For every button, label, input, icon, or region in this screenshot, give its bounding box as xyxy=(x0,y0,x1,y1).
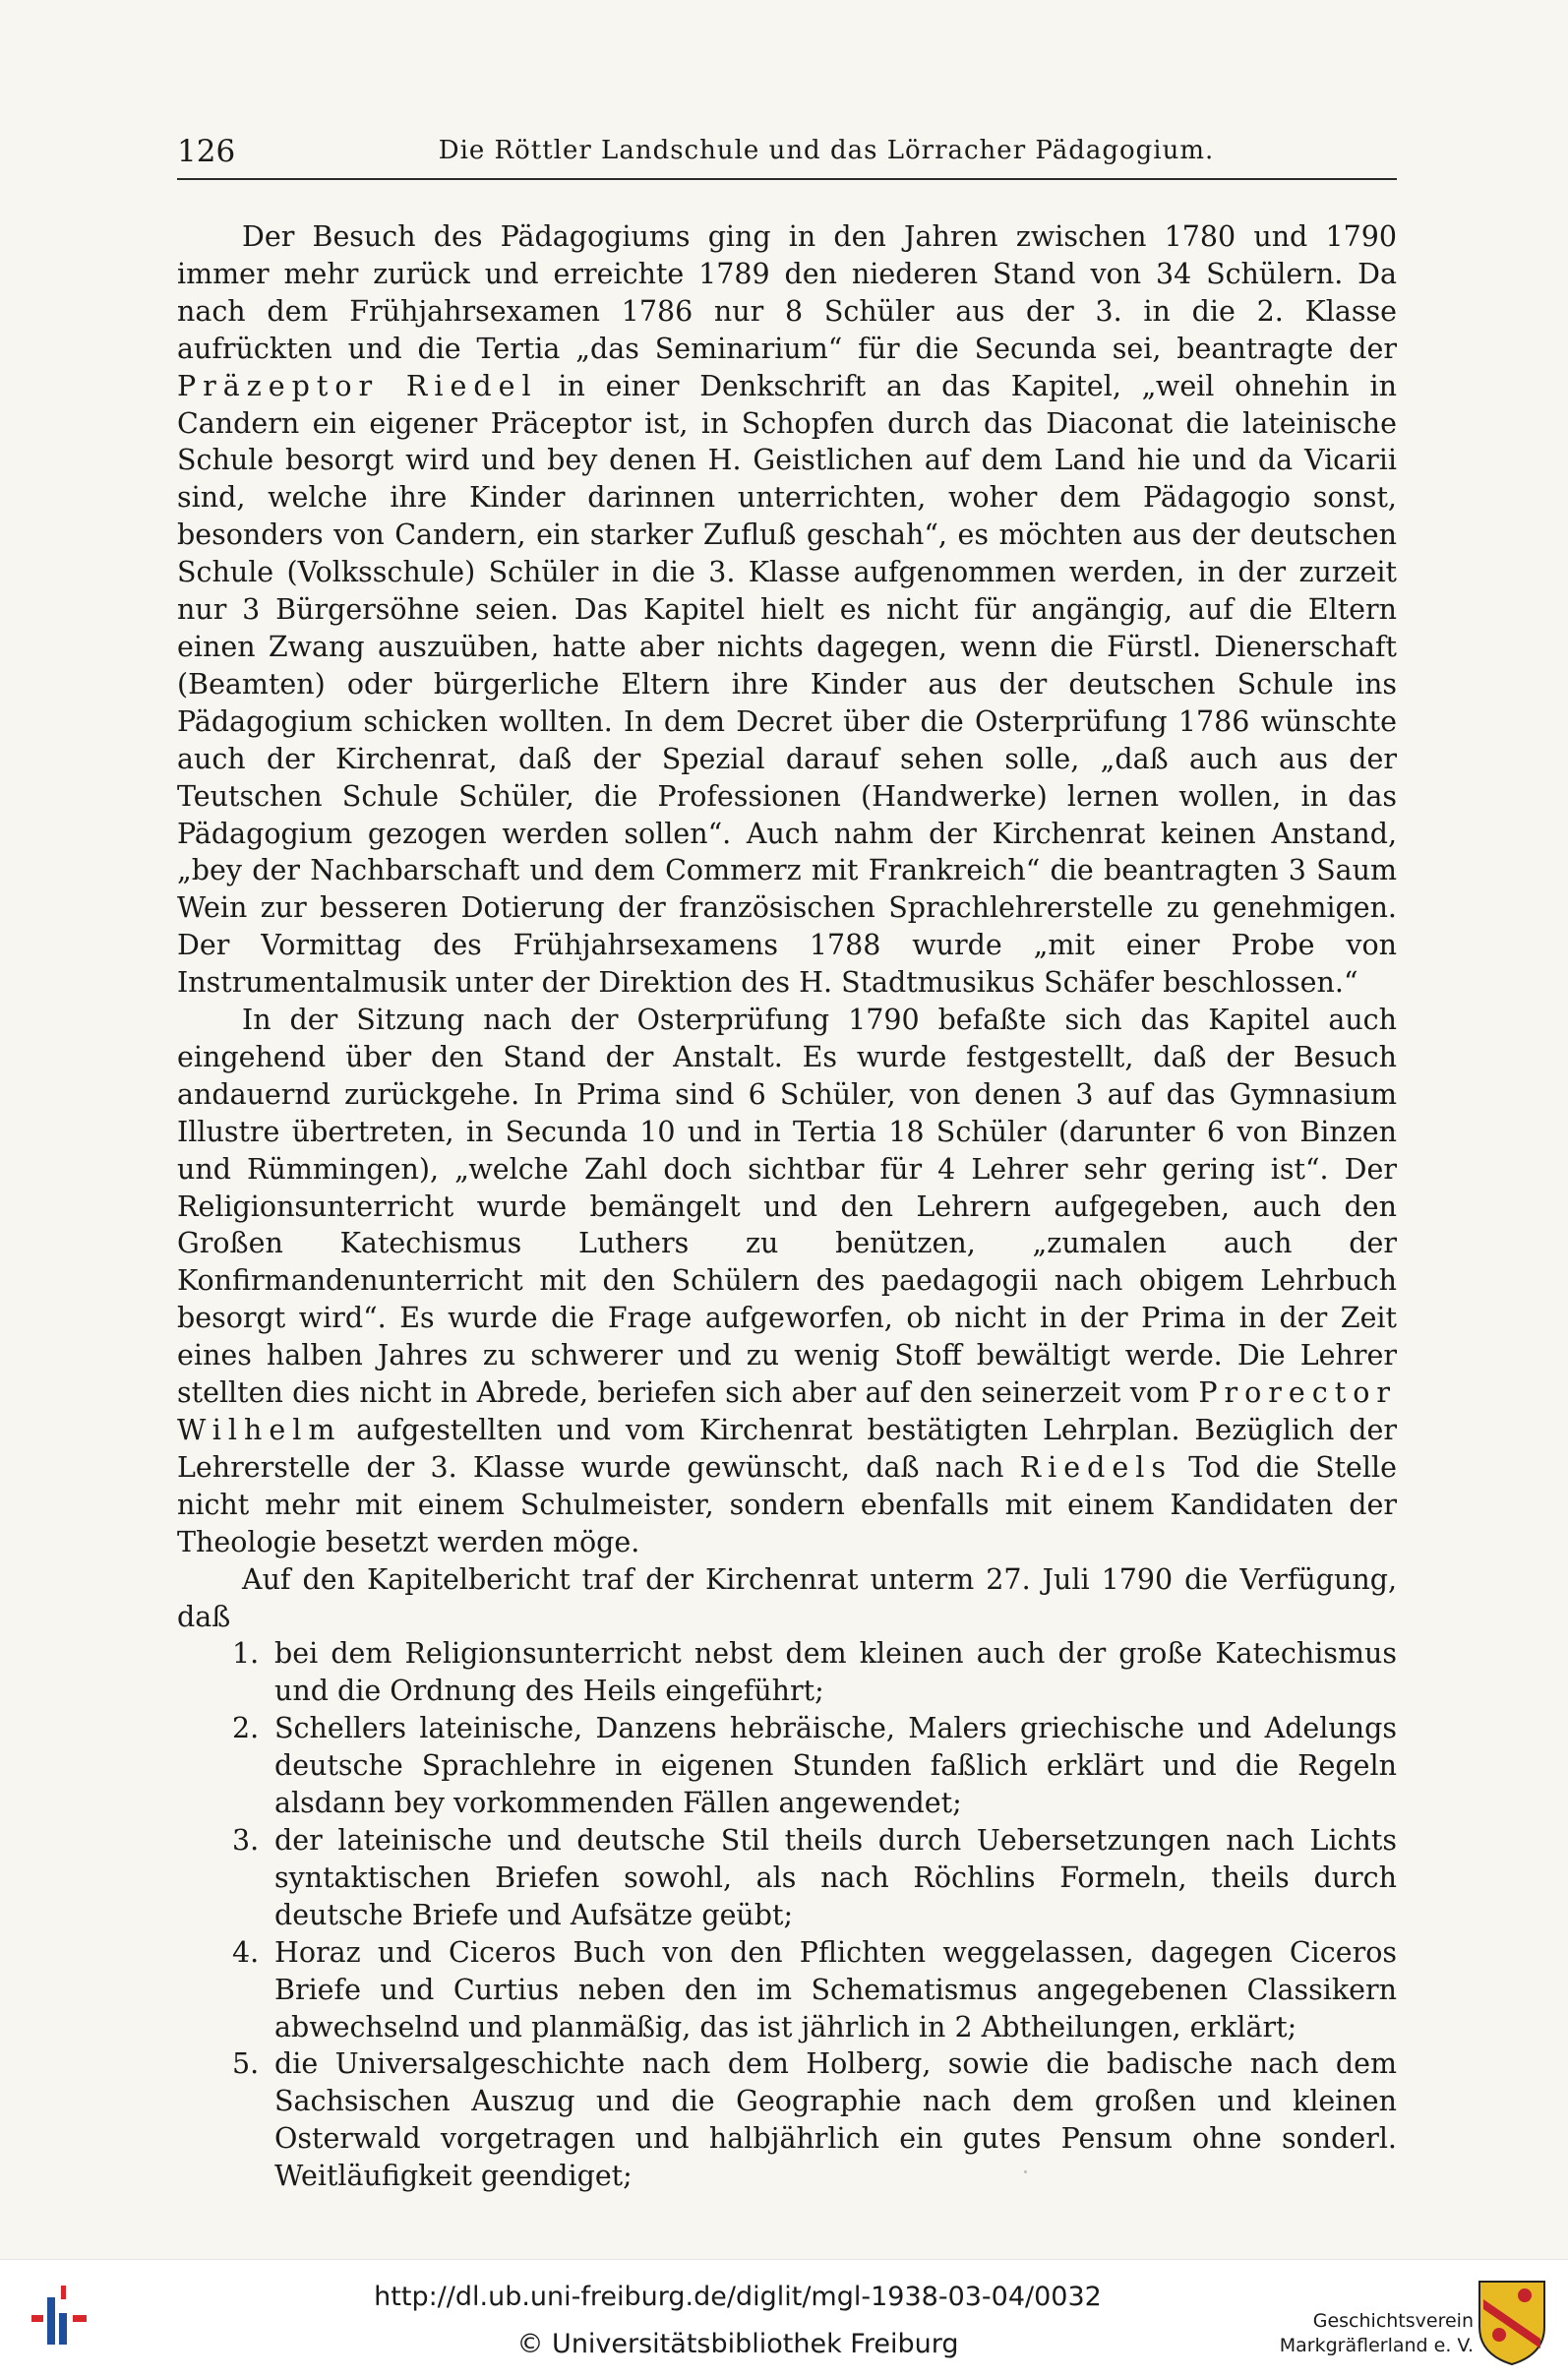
paragraph-2-text-b: aufgestellten und vom Kirchenrat bestätigten Lehrplan. Bezüglich der Lehrerstelle der 3. Klasse wurde gewünscht, daß nach xyxy=(177,1414,1397,1484)
society-line-1: Geschichtsverein xyxy=(1312,2310,1474,2332)
list-text: die Universalgeschichte nach dem Holberg, sowie die badische nach dem Sachsischen Auszug und die Geographie nach dem großen und kleinen Osterwald vorgetragen und halbjährlich ein gutes Pensum ohne sonderl. Weitläufigkeit geendiget; xyxy=(274,2047,1397,2193)
society-name xyxy=(1257,2309,1474,2358)
person-name-riedel: Präzeptor Riedel xyxy=(177,369,538,402)
list-item xyxy=(177,2045,1397,2195)
person-name-wilhelm: Prorector Wilhelm xyxy=(177,1376,1397,1446)
list-text: bei dem Religionsunterricht nebst dem kleinen auch der große Katechismus und die Ordnung des Heils eingeführt; xyxy=(274,1637,1397,1708)
page-number: 126 xyxy=(177,134,236,169)
body-text xyxy=(177,218,1397,2195)
ub-freiburg-logo-icon[interactable] xyxy=(22,2286,100,2354)
paragraph-1-text-b: in einer Denkschrift an das Kapitel, „weil ohnehin in Candern ein eigener Präceptor ist, in Schopfen durch das Diaconat die lateinische Schule besorgt wird und bey denen H. Geistlichen auf dem Land hie und da Vicarii sind, welche ihre Kinder darinnen unterrichten, woher dem Pädagogio sonst, besonders von Candern, ein starker Zufluß geschah“, es möchten aus der deutschen Schule (Volksschule) Schüler in die 3. Klasse aufgenommen werden, in der zurzeit nur 3 Bürgersöhne seien. Das Kapitel hielt es nicht für angängig, auf die Eltern einen Zwang auszuüben, hatte aber nichts dagegen, wenn die Fürstl. Dienerschaft (Beamten) oder bürgerliche Eltern ihre Kinder aus der deutschen Schule ins Pädagogium schicken wollten. In dem Decret über die Osterprüfung 1786 wünschte auch der Kirchenrat, daß der Spezial darauf sehen solle, „daß auch aus der Teutschen Schule Schüler, die Professionen (Handwerke) lernen wollen, in das Pädagogium gezogen werden sollen“. Auch nahm der Kirchenrat keinen Anstand, „bey der Nachbarschaft und dem Commerz mit Frankreich“ die beantragten 3 Saum Wein zur besseren Dotierung der französischen Sprachlehrerstelle zu genehmigen. Der Vormittag des Frühjahrsexamens 1788 wurde „mit einer Probe von Instrumentalmusik unter der Direktion des H. Stadtmusikus Schäfer beschlossen.“ xyxy=(177,369,1397,1000)
list-number: 1. xyxy=(232,1637,260,1671)
footer-bar xyxy=(0,2259,1568,2379)
list-text: Schellers lateinische, Danzens hebräische, Malers griechische und Adelungs deutsche Sprachlehre in eigenen Stunden faßlich erklärt und die Regeln alsdann bey vorkommenden Fällen angewendet; xyxy=(274,1712,1397,1820)
list-item xyxy=(177,1822,1397,1934)
list-item xyxy=(177,1635,1397,1710)
page-header xyxy=(177,130,1397,173)
list-item xyxy=(177,1934,1397,2046)
running-title: Die Röttler Landschule und das Lörracher Pädagogium. xyxy=(438,136,1215,165)
list-text: der lateinische und deutsche Stil theils durch Uebersetzungen nach Lichts syntaktischen Briefen sowohl, als nach Röchlins Formeln, theils durch deutsche Briefe und Aufsätze geübt; xyxy=(274,1823,1397,1931)
decree-list xyxy=(177,1635,1397,2195)
paragraph-2 xyxy=(177,1002,1397,1561)
list-item xyxy=(177,1710,1397,1822)
paragraph-1 xyxy=(177,218,1397,1002)
list-number: 4. xyxy=(232,1935,260,1969)
paragraph-2-text-c: Tod die Stelle nicht mehr mit einem Schulmeister, sondern ebenfalls mit einem Kandidaten der Theologie besetzt werden möge. xyxy=(177,1450,1398,1558)
coat-of-arms-icon[interactable] xyxy=(1476,2278,1548,2366)
list-number: 3. xyxy=(232,1823,260,1857)
scan-speck xyxy=(1024,2170,1027,2173)
paragraph-1-text-a: Der Besuch des Pädagogiums ging in den Jahren zwischen 1780 und 1790 immer mehr zurück und erreichte 1789 den niederen Stand von 34 Schülern. Da nach dem Frühjahrsexamen 1786 nur 8 Schüler aus der 3. in die 2. Klasse aufrückten und die Tertia „das Seminarium“ für die Secunda sei, beantragte der xyxy=(177,220,1397,365)
list-number: 5. xyxy=(232,2047,260,2081)
person-name-riedels: Riedels xyxy=(1019,1450,1173,1484)
list-number: 2. xyxy=(232,1712,260,1745)
list-text: Horaz und Ciceros Buch von den Pflichten weggelassen, dagegen Ciceros Briefe und Curtius neben den im Schematismus angegebenen Classikern abwechselnd und planmäßig, das ist jährlich in 2 Abtheilungen, erklärt; xyxy=(274,1935,1397,2044)
header-rule xyxy=(177,178,1397,180)
paragraph-2-text-a: In der Sitzung nach der Osterprüfung 1790 befaßte sich das Kapitel auch eingehend über den Stand der Anstalt. Es wurde festgestellt, daß der Besuch andauernd zurückgehe. In Prima sind 6 Schüler, von denen 3 auf das Gymnasium Illustre übertreten, in Secunda 10 und in Tertia 18 Schüler (darunter 6 von Binzen und Rümmingen), „welche Zahl doch sichtbar für 4 Lehrer sehr gering ist“. Der Religionsunterricht wurde bemängelt und den Lehrern aufgegeben, auch den Großen Katechismus Luthers zu benützen, „zumalen auch der Konfirmandenunterricht mit den Schülern des paedagogii nach obigem Lehrbuch besorgt wird“. Es wurde die Frage aufgeworfen, ob nicht in der Prima in der Zeit eines halben Jahres zu schwerer und zu wenig Stoff bewältigt werde. Die Lehrer stellten dies nicht in Abrede, beriefen sich aber auf den seinerzeit vom xyxy=(177,1004,1397,1410)
paragraph-3: Auf den Kapitelbericht traf der Kirchenrat unterm 27. Juli 1790 die Verfügung, daß xyxy=(177,1562,1397,1633)
copyright-text: © Universitätsbibliothek Freiburg xyxy=(516,2329,959,2359)
permalink-url-link[interactable]: http://dl.ub.uni-freiburg.de/diglit/mgl-1938-03-04/0032 xyxy=(374,2282,1102,2312)
society-line-2: Markgräflerland e. V. xyxy=(1279,2335,1474,2356)
